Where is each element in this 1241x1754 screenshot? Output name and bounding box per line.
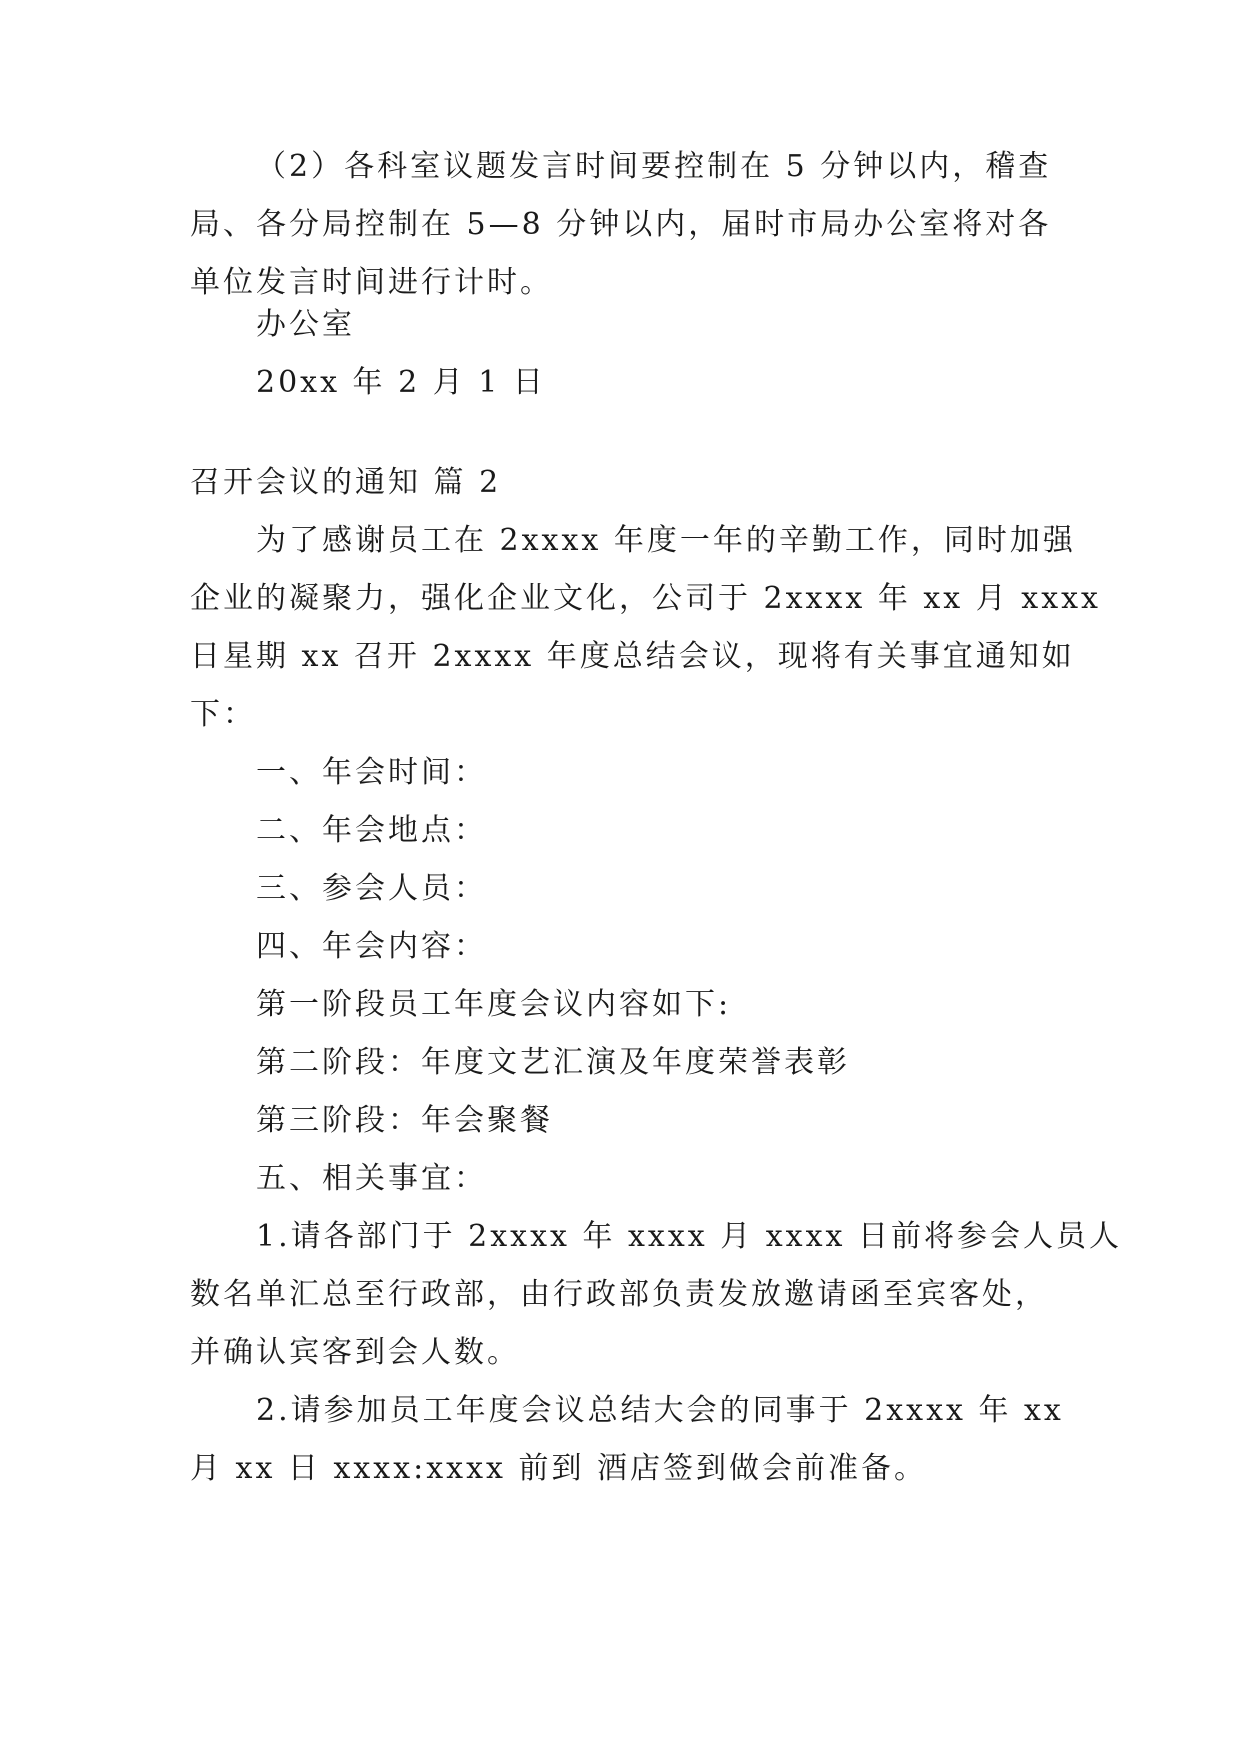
paragraph-line: 下：	[190, 697, 256, 732]
list-item: 第二阶段：年度文艺汇演及年度荣誉表彰	[256, 1045, 850, 1080]
paragraph-line: 企业的凝聚力，强化企业文化，公司于 2xxxx 年 xx 月 xxxx	[190, 581, 1101, 616]
signature-department: 办公室	[256, 307, 355, 342]
paragraph-line: （2）各科室议题发言时间要控制在 5 分钟以内，稽查	[256, 149, 1052, 184]
paragraph-line: 为了感谢员工在 2xxxx 年度一年的辛勤工作，同时加强	[256, 523, 1076, 558]
paragraph-line: 月 xx 日 xxxx:xxxx 前到 酒店签到做会前准备。	[190, 1451, 927, 1486]
paragraph-line: 单位发言时间进行计时。	[190, 265, 553, 300]
list-item: 三、参会人员：	[256, 871, 487, 906]
paragraph-line: 日星期 xx 召开 2xxxx 年度总结会议，现将有关事宜通知如	[190, 639, 1075, 674]
paragraph-line: 数名单汇总至行政部，由行政部负责发放邀请函至宾客处，	[190, 1277, 1048, 1312]
signature-date: 20xx 年 2 月 1 日	[256, 365, 546, 400]
paragraph-item-2	[190, 1382, 1064, 1498]
list-item: 第一阶段员工年度会议内容如下:	[256, 987, 732, 1022]
paragraph-speaking-time	[190, 138, 1050, 312]
paragraph-line: 并确认宾客到会人数。	[190, 1335, 520, 1370]
section-heading	[190, 454, 1050, 512]
paragraph-line: 局、各分局控制在 5—8 分钟以内，届时市局办公室将对各	[190, 207, 1052, 242]
list-item: 第三阶段：年会聚餐	[256, 1103, 553, 1138]
list-item: 四、年会内容：	[256, 929, 487, 964]
paragraph-line: 1.请各部门于 2xxxx 年 xxxx 月 xxxx 日前将参会人员人	[256, 1219, 1122, 1254]
list-item: 二、年会地点：	[256, 813, 487, 848]
list-item: 五、相关事宜：	[256, 1161, 487, 1196]
paragraph-line: 2.请参加员工年度会议总结大会的同事于 2xxxx 年 xx	[256, 1393, 1064, 1428]
paragraph-intro	[190, 512, 1101, 744]
agenda-list	[190, 744, 1050, 1208]
paragraph-item-1	[190, 1208, 1122, 1382]
signature-block	[190, 296, 1050, 412]
list-item: 一、年会时间：	[256, 755, 487, 790]
section-title: 召开会议的通知 篇 2	[190, 465, 502, 500]
